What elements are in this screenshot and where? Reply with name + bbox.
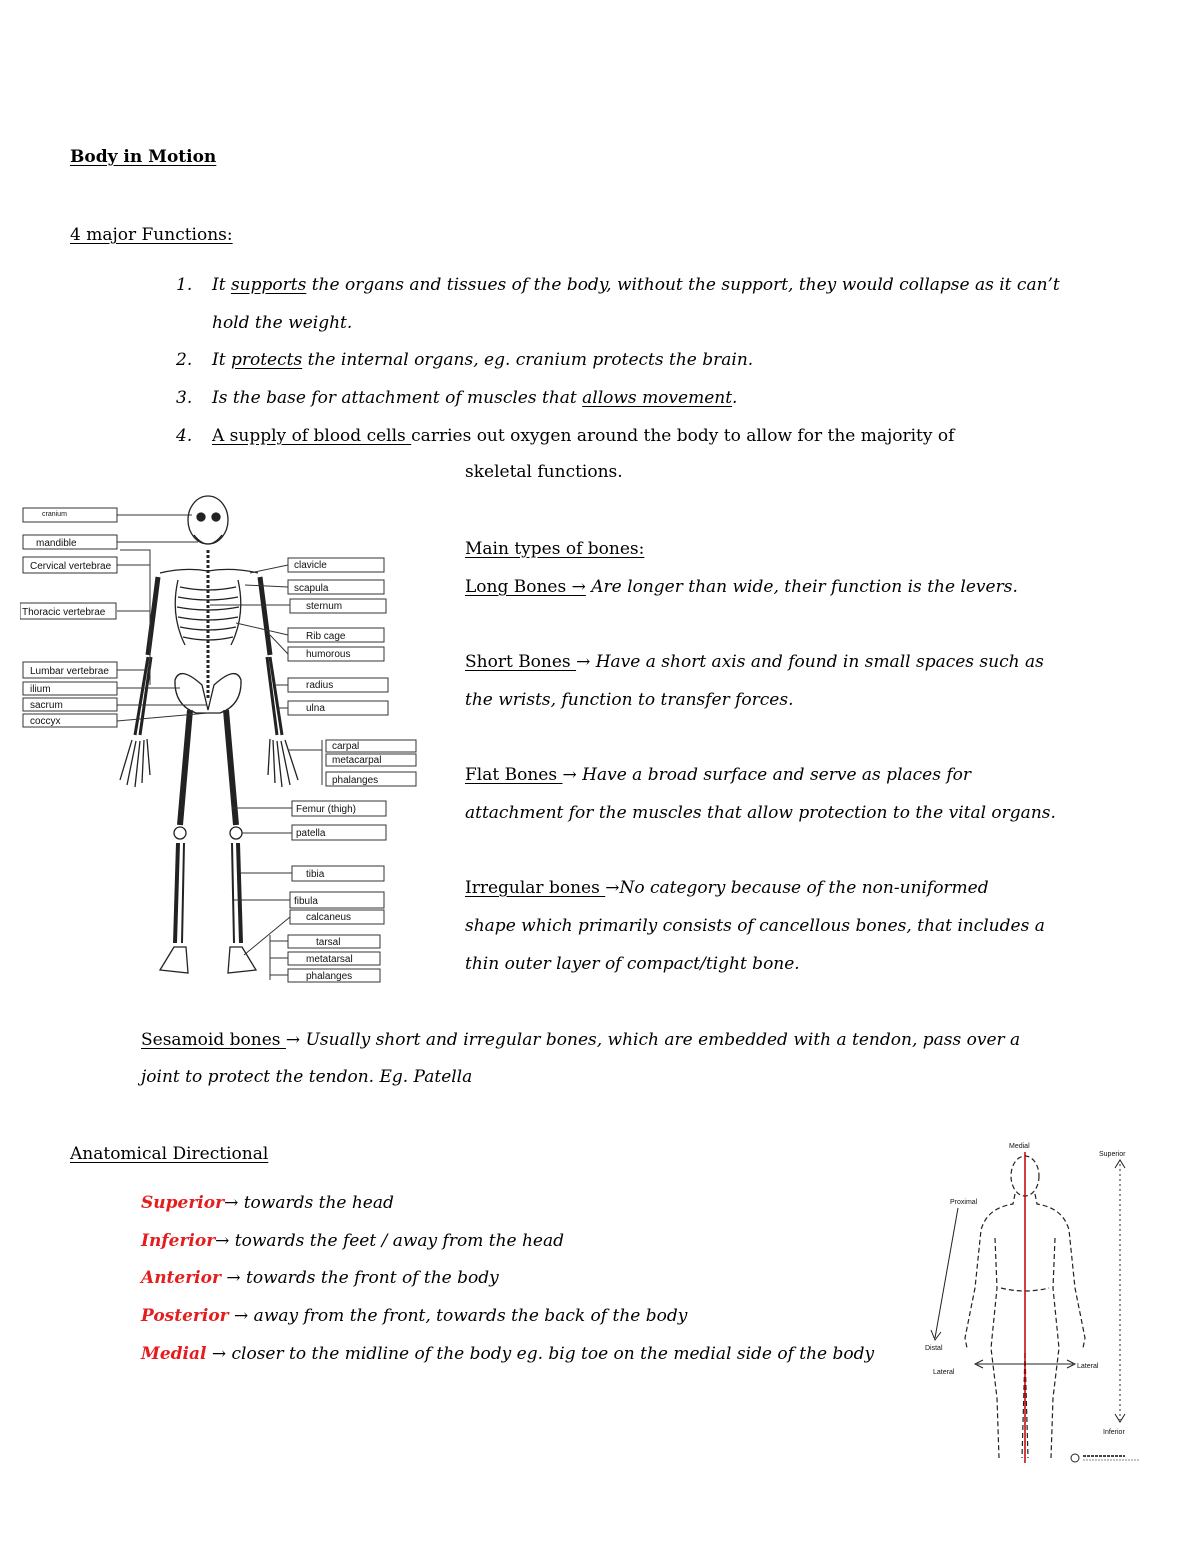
direction-superior bbox=[141, 1184, 394, 1222]
body-label-inferior: Inferior bbox=[1103, 1429, 1125, 1436]
direction-term: Medial bbox=[141, 1344, 207, 1364]
irregular-bones-cont-1: shape which primarily consists of cancellous bones, that includes a bbox=[465, 916, 1045, 936]
direction-term: Anterior bbox=[141, 1268, 221, 1288]
item-number: 2. bbox=[176, 350, 193, 370]
skeleton-label-cervical: Cervical vertebrae bbox=[30, 561, 112, 572]
function-item-1-cont: hold the weight. bbox=[212, 313, 353, 333]
body-label-superior: Superior bbox=[1099, 1151, 1126, 1158]
function-item-3 bbox=[176, 379, 737, 417]
body-label-distal: Distal bbox=[925, 1345, 943, 1352]
function-item-4 bbox=[176, 417, 954, 455]
function-item-1 bbox=[176, 266, 1060, 304]
arrow-icon: → bbox=[571, 577, 586, 597]
body-label-medial: Medial bbox=[1009, 1143, 1030, 1150]
item-text: It bbox=[212, 350, 231, 370]
sesamoid-bones-line bbox=[141, 1021, 1020, 1059]
item-number: 1. bbox=[176, 275, 193, 295]
bone-type-term: Flat Bones bbox=[465, 765, 563, 785]
item-text: . bbox=[732, 388, 738, 408]
arrow-icon: → bbox=[224, 1193, 239, 1213]
skeleton-label-clavicle: clavicle bbox=[294, 560, 327, 571]
body-label-proximal: Proximal bbox=[950, 1199, 978, 1206]
skeleton-label-phalanges-hand: phalanges bbox=[332, 775, 379, 786]
arrow-icon: → bbox=[562, 765, 577, 785]
skeleton-label-fibula: fibula bbox=[294, 896, 318, 907]
skeleton-label-humorous: humorous bbox=[306, 649, 351, 660]
direction-term: Superior bbox=[141, 1193, 225, 1213]
skeleton-label-sternum: sternum bbox=[306, 601, 343, 612]
bone-type-term: Sesamoid bones bbox=[141, 1030, 286, 1050]
item-key-term: allows movement bbox=[582, 388, 733, 408]
skeleton-label-ulna: ulna bbox=[306, 703, 325, 714]
skeleton-label-tarsal: tarsal bbox=[316, 937, 341, 948]
item-text: the organs and tissues of the body, without the support, they would collapse as it can’t bbox=[306, 275, 1060, 295]
short-bones-cont: the wrists, function to transfer forces. bbox=[465, 690, 794, 710]
direction-desc: towards the feet / away from the head bbox=[229, 1231, 565, 1251]
function-item-2 bbox=[176, 341, 753, 379]
direction-desc: closer to the midline of the body eg. big toe on the medial side of the body bbox=[226, 1344, 875, 1364]
skeleton-label-mandible: mandible bbox=[36, 538, 77, 549]
skeleton-label-patella: patella bbox=[296, 828, 326, 839]
bone-type-term: Long Bones bbox=[465, 577, 572, 597]
direction-posterior bbox=[141, 1297, 687, 1335]
direction-desc: towards the front of the body bbox=[240, 1268, 499, 1288]
direction-term: Inferior bbox=[141, 1231, 216, 1251]
bone-type-desc: Have a short axis and found in small spaces such as bbox=[595, 652, 1044, 672]
skeleton-label-sacrum: sacrum bbox=[30, 700, 63, 711]
skeleton-diagram bbox=[20, 495, 420, 987]
item-text: It bbox=[212, 275, 231, 295]
skeleton-label-thoracic: Thoracic vertebrae bbox=[22, 607, 106, 618]
bone-types-heading: Main types of bones: bbox=[465, 539, 645, 559]
body-label-lateral-right: Lateral bbox=[1077, 1363, 1099, 1370]
bone-type-desc: Have a broad surface and serve as places for bbox=[582, 765, 971, 785]
body-label-lateral-left: Lateral bbox=[933, 1369, 955, 1376]
bone-type-term: Irregular bones bbox=[465, 878, 606, 898]
skeleton-label-cranium: cranium bbox=[42, 511, 67, 518]
irregular-bones-line bbox=[465, 869, 989, 907]
bone-type-desc: Are longer than wide, their function is the levers. bbox=[591, 577, 1018, 597]
skeleton-label-ribcage: Rib cage bbox=[306, 631, 346, 642]
bone-type-term: Short Bones bbox=[465, 652, 577, 672]
skeleton-label-metatarsal: metatarsal bbox=[306, 954, 353, 965]
direction-term: Posterior bbox=[141, 1306, 229, 1326]
functions-heading: 4 major Functions: bbox=[70, 225, 233, 245]
direction-medial bbox=[141, 1335, 874, 1373]
arrow-icon: → bbox=[234, 1306, 249, 1326]
arrow-icon: → bbox=[211, 1344, 227, 1364]
short-bones-line bbox=[465, 643, 1044, 681]
flat-bones-line bbox=[465, 756, 971, 794]
skeleton-label-carpal: carpal bbox=[332, 741, 360, 752]
sesamoid-bones-cont: joint to protect the tendon. Eg. Patella bbox=[141, 1067, 473, 1087]
item-key-term: A supply of blood cells bbox=[212, 426, 412, 446]
skeleton-label-radius: radius bbox=[306, 680, 334, 691]
item-text: Is the base for attachment of muscles that bbox=[212, 388, 583, 408]
irregular-bones-cont-2: thin outer layer of compact/tight bone. bbox=[465, 954, 800, 974]
item-number: 3. bbox=[176, 388, 193, 408]
arrow-icon: → bbox=[215, 1231, 230, 1251]
bone-type-desc: No category because of the non-uniformed bbox=[619, 878, 989, 898]
arrow-icon: → bbox=[576, 652, 591, 672]
skeleton-label-femur: Femur (thigh) bbox=[296, 804, 357, 815]
skeleton-label-metacarpal: metacarpal bbox=[332, 755, 382, 766]
item-number: 4. bbox=[176, 426, 193, 446]
skeleton-label-calcaneus: calcaneus bbox=[306, 912, 352, 923]
item-text: carries out oxygen around the body to allow for the majority of bbox=[411, 426, 955, 446]
item-text: the internal organs, eg. cranium protects the brain. bbox=[302, 350, 754, 370]
item-key-term: supports bbox=[230, 275, 307, 295]
direction-desc: towards the head bbox=[238, 1193, 394, 1213]
function-item-4-cont: skeletal functions. bbox=[465, 462, 623, 482]
arrow-icon: → bbox=[285, 1030, 301, 1050]
item-key-term: protects bbox=[230, 350, 303, 370]
bone-type-desc: Usually short and irregular bones, which are embedded with a tendon, pass over a bbox=[305, 1030, 1021, 1050]
skeleton-label-ilium: ilium bbox=[30, 684, 51, 695]
arrow-icon: → bbox=[226, 1268, 241, 1288]
skeleton-label-phalanges-foot: phalanges bbox=[306, 971, 353, 982]
directional-heading: Anatomical Directional bbox=[70, 1144, 269, 1164]
skeleton-label-scapula: scapula bbox=[294, 583, 329, 594]
direction-anterior bbox=[141, 1259, 499, 1297]
skeleton-label-coccyx: coccyx bbox=[30, 716, 61, 727]
copyright-logo bbox=[1071, 1454, 1140, 1462]
page-title: Body in Motion bbox=[70, 147, 217, 167]
skeleton-label-lumbar: Lumbar vertebrae bbox=[30, 666, 109, 677]
arrow-icon: → bbox=[605, 878, 620, 898]
direction-desc: away from the front, towards the back of the body bbox=[248, 1306, 688, 1326]
direction-inferior bbox=[141, 1222, 564, 1260]
body-direction-diagram bbox=[925, 1138, 1150, 1468]
long-bones-line bbox=[465, 568, 1018, 606]
skeleton-label-tibia: tibia bbox=[306, 869, 325, 880]
flat-bones-cont: attachment for the muscles that allow protection to the vital organs. bbox=[465, 803, 1056, 823]
skull-shape bbox=[188, 496, 228, 544]
